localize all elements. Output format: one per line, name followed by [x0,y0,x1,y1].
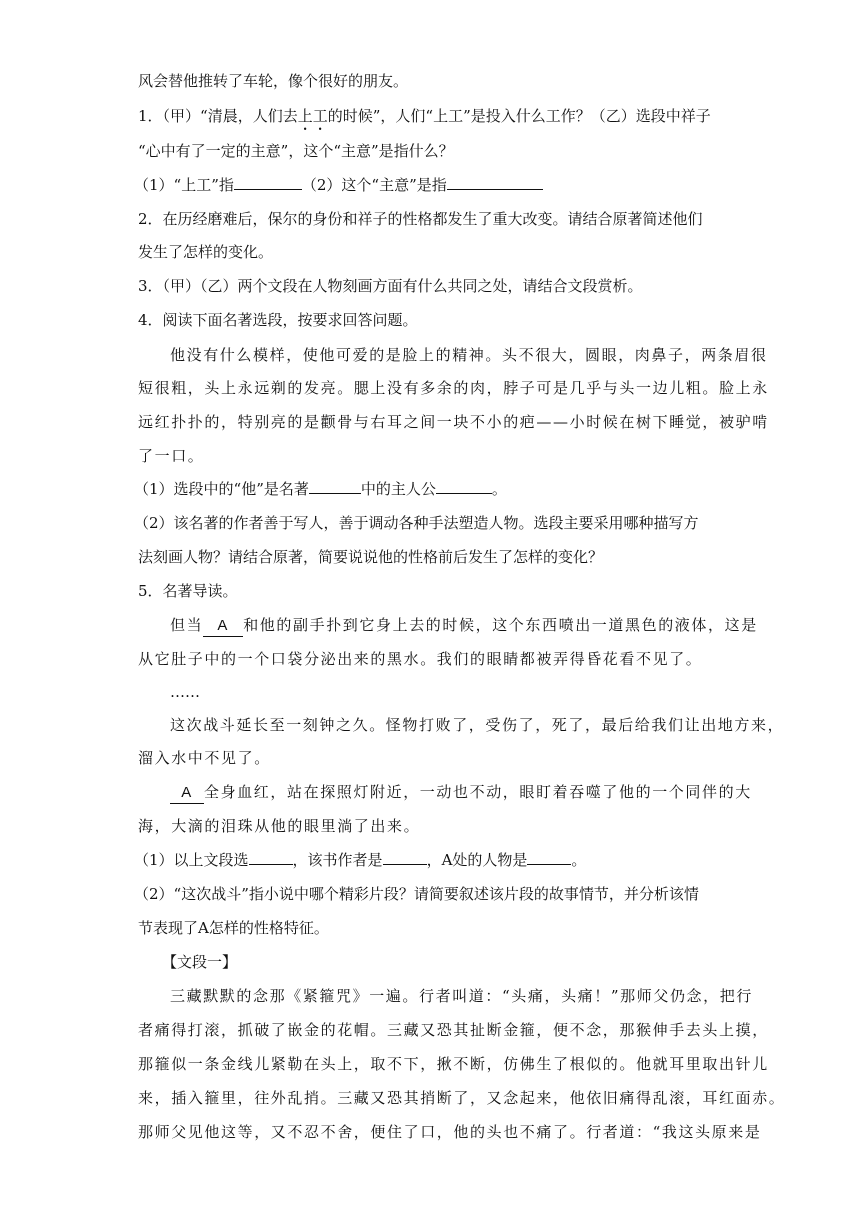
answer-blank[interactable] [527,850,571,865]
subquestion-text: （1）以上文段选 [134,851,249,869]
passage-line: 三藏默默的念那《紧箍咒》一遍。行者叫道：“头痛，头痛！”那师父仍念，把行 [170,987,753,1005]
passage-line: 这次战斗延长至一刻钟之久。怪物打败了，受伤了，死了，最后给我们让出地方来， [170,716,785,734]
answer-blank[interactable] [234,175,302,190]
passage-line: 了一口。 [138,447,205,465]
passage-line: 远红扑扑的，特别亮的是颧骨与右耳之间一块不小的疤——小时候在树下睡觉，被驴啃 [138,413,769,431]
question-4-sub-2: （2）该名著的作者善于写人，善于调动各种手法塑造人物。选段主要采用哪种描写方 [134,514,699,532]
question-1 [138,106,711,134]
subquestion-2: （2）这个“主意”是指 [301,176,447,194]
passage-line: 从它肚子中的一个口袋分泌出来的黑水。我们的眼睛都被弄得昏花看不见了。 [138,650,703,668]
question-3: 3．（甲）（乙）两个文段在人物刻画方面有什么共同之处，请结合文段赏析。 [138,277,643,295]
passage-line: 风会替他推转了车轮，像个很好的朋友。 [138,72,409,90]
answer-blank[interactable] [249,850,293,865]
question-4: 4．阅读下面名著选段，按要求回答问题。 [138,311,418,329]
passage-line: 那师父见他这等，又不忍不舍，便住了口，他的头也不痛了。行者道：“我这头原来是 [138,1123,762,1141]
passage-text: 全身血红，站在探照灯附近，一动也不动，眼盯着吞噬了他的一个同伴的大 [204,783,752,801]
passage-text: 和他的副手扑到它身上去的时候，这个东西喷出一道黑色的液体，这是 [243,616,758,634]
question-1-cont: “心中有了一定的主意”，这个“主意”是指什么？ [138,142,454,160]
subquestion-text: 中的主人公 [360,480,436,498]
passage-line: 溜入水中不见了。 [138,749,271,767]
subquestion-text: 。 [491,480,507,498]
answer-blank[interactable] [436,479,492,494]
subquestion-1: （1）“上工”指 [134,176,234,194]
emphasized-term: 上工 [297,107,328,125]
underlined-label-a: A [203,616,243,637]
passage-line: 他没有什么模样，使他可爱的是脸上的精神。头不很大，圆眼，肉鼻子，两条眉很 [170,346,768,364]
passage-line: 那箍似一条金线儿紧勒在头上，取不下，揪不断，仿佛生了根似的。他就耳里取出针儿 [138,1055,769,1073]
question-2-cont: 发生了怎样的变化。 [138,243,274,261]
ellipsis: …… [170,683,200,701]
section-heading: 【文段一】 [162,953,238,971]
answer-blank[interactable] [447,175,543,190]
passage-line: 来，插入箍里，往外乱捎。三藏又恐其捎断了，又念起来，他依旧痛得乱滚，耳红面赤。 [138,1089,786,1107]
subquestion-text: ，A处的人物是 [426,851,528,869]
subquestion-text: （1）选段中的“他”是名著 [134,480,309,498]
question-4-sub-1 [134,479,507,499]
answer-blank[interactable] [309,479,361,494]
underlined-label-a: A [170,783,204,804]
question-2: 2．在历经磨难后，保尔的身份和祥子的性格都发生了重大改变。请结合原著简述他们 [138,210,703,228]
question-4-sub-2-cont: 法刻画人物？请结合原著，简要说说他的性格前后发生了怎样的变化？ [138,548,604,566]
question-text: 的时候”，人们“上工”是投入什么工作？（乙）选段中祥子 [327,107,711,125]
question-5: 5．名著导读。 [138,582,238,600]
passage-line: 短很粗，头上永远剃的发亮。腮上没有多余的肉，脖子可是几乎与头一边儿粗。脸上永 [138,379,769,397]
passage-line [170,615,758,637]
question-1-subparts [134,175,543,195]
subquestion-text: 。 [571,851,587,869]
question-5-sub-1 [134,850,586,870]
subquestion-text: ，该书作者是 [292,851,383,869]
question-text: 1．（甲）“清晨，人们去 [138,107,298,125]
question-5-sub-2: （2）“这次战斗”指小说中哪个精彩片段？请简要叙述该片段的故事情节，并分析该情 [134,885,699,903]
passage-text: 但当 [170,616,204,634]
question-5-sub-2-cont: 节表现了A怎样的性格特征。 [138,919,329,937]
passage-line: 海，大滴的泪珠从他的眼里淌了出来。 [138,817,421,835]
answer-blank[interactable] [383,850,427,865]
passage-line [170,782,752,804]
passage-line: 者痛得打滚，抓破了嵌金的花帽。三藏又恐其扯断金箍，便不念，那猴伸手去头上摸， [138,1021,769,1039]
